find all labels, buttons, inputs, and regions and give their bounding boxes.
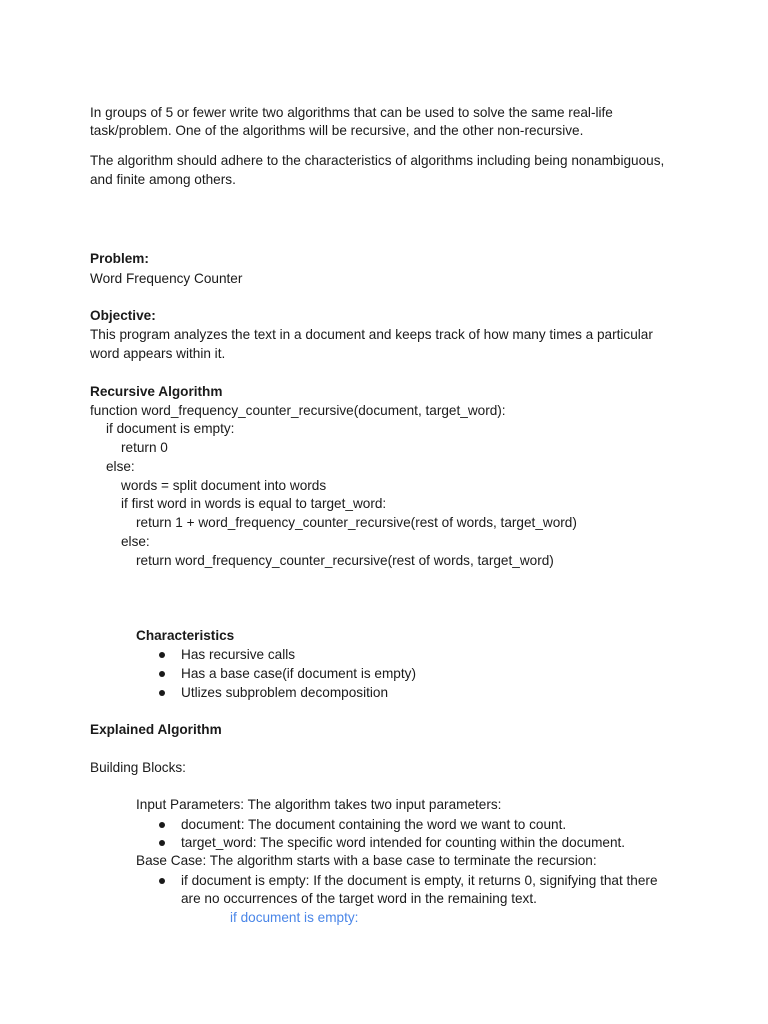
input-parameters-text: Input Parameters: The algorithm takes two input parameters: <box>136 797 502 812</box>
input-parameter-item: target_word: The specific word intended for counting within the document. <box>181 835 626 850</box>
objective-heading: Objective: <box>90 308 156 323</box>
characteristics-item: Has a base case(if document is empty) <box>181 666 416 681</box>
bullet-icon <box>159 652 165 658</box>
intro-paragraph-1-line-1: In groups of 5 or fewer write two algorithms that can be used to solve the same real-life <box>90 105 613 120</box>
base-case-text: Base Case: The algorithm starts with a base case to terminate the recursion: <box>136 853 597 868</box>
objective-line-1: This program analyzes the text in a document and keeps track of how many times a particular <box>90 327 653 342</box>
base-case-item-line-2: are no occurrences of the target word in the remaining text. <box>181 891 537 906</box>
code-line: else: <box>106 459 135 474</box>
bullet-icon <box>159 822 165 828</box>
explained-algorithm-heading: Explained Algorithm <box>90 722 222 737</box>
bullet-icon <box>159 840 165 846</box>
objective-line-2: word appears within it. <box>90 346 226 361</box>
code-line: return word_frequency_counter_recursive(rest of words, target_word) <box>136 553 554 568</box>
building-blocks-label: Building Blocks: <box>90 760 186 775</box>
code-line: if first word in words is equal to target_word: <box>121 496 387 511</box>
characteristics-heading: Characteristics <box>136 628 235 643</box>
recursive-algorithm-heading: Recursive Algorithm <box>90 384 223 399</box>
problem-heading: Problem: <box>90 251 149 266</box>
characteristics-item: Has recursive calls <box>181 647 296 662</box>
code-line: return 1 + word_frequency_counter_recursive(rest of words, target_word) <box>136 515 577 530</box>
code-snippet-highlight: if document is empty: <box>230 910 359 925</box>
code-line: if document is empty: <box>106 421 235 436</box>
problem-text: Word Frequency Counter <box>90 271 243 286</box>
bullet-icon <box>159 878 165 884</box>
intro-paragraph-2-line-1: The algorithm should adhere to the characteristics of algorithms including being nonambiguous, <box>90 153 665 168</box>
intro-paragraph-2-line-2: and finite among others. <box>90 172 236 187</box>
characteristics-item: Utlizes subproblem decomposition <box>181 685 389 700</box>
bullet-icon <box>159 690 165 696</box>
input-parameter-item: document: The document containing the word we want to count. <box>181 817 567 832</box>
code-line: words = split document into words <box>121 478 327 493</box>
base-case-item-line-1: if document is empty: If the document is empty, it returns 0, signifying that there <box>181 873 658 888</box>
bullet-icon <box>159 671 165 677</box>
code-line: return 0 <box>121 440 168 455</box>
code-line: function word_frequency_counter_recursive(document, target_word): <box>90 403 506 418</box>
code-line: else: <box>121 534 150 549</box>
intro-paragraph-1-line-2: task/problem. One of the algorithms will be recursive, and the other non-recursive. <box>90 123 584 138</box>
